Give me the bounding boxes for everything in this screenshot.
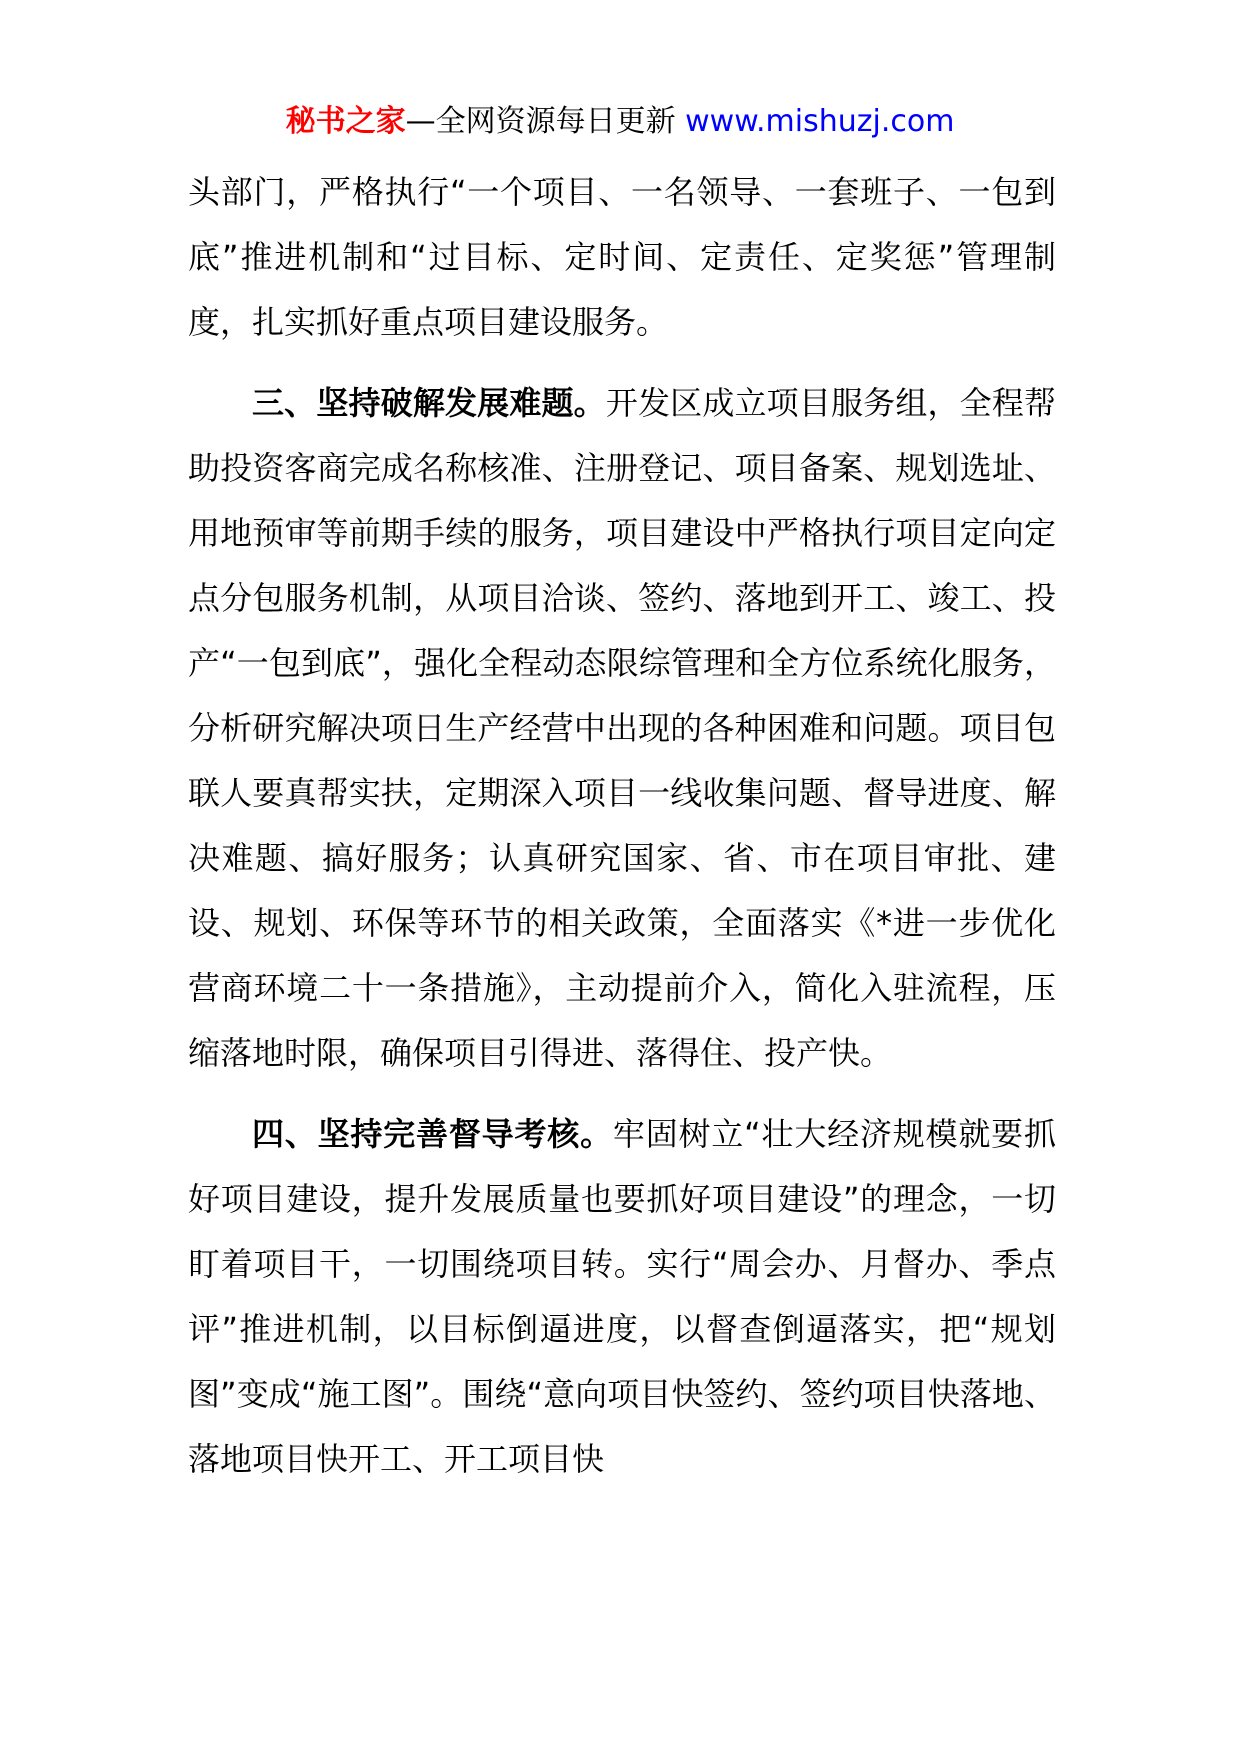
paragraph-text: 开发区成立项目服务组，全程帮助投资客商完成名称核准、注册登记、项目备案、规划选址、用地预审等前期手续的服务，项目建设中严格执行项目定向定点分包服务机制，从项目洽谈、签约、落地到开工、竣工、投产“一包到底”，强化全程动态限综管理和全方位系统化服务，分析研究解决项日生产经营中出现的各种困难和问题。项目包联人要真帮实扶，定期深入项目一线收集问题、督导进度、解决难题、搞好服务；认真研究国家、省、市在项目审批、建设、规划、环保等环节的相关政策，全面落实《*进一步优化营商环境二十一条措施》，主动提前介入，简化入驻流程，压缩落地时限，确保项目引得进、落得住、投产快。 bbox=[188, 384, 1056, 1072]
site-brand: 秘书之家 bbox=[285, 104, 406, 139]
paragraph-text: 牢固树立“壮大经济规模就要抓好项目建设，提升发展质量也要抓好项目建设”的理念，一切盯着项目干，一切围绕项目转。实行“周会办、月督办、季点评”推进机制，以目标倒逼进度，以督查倒逼落实，把“规划图”变成“施工图”。围绕“意向项目快签约、签约项目快落地、落地项目快开工、开工项目快 bbox=[188, 1115, 1056, 1478]
section-heading: 三、坚持破解发展难题。 bbox=[252, 384, 606, 422]
paragraph-text: 头部门，严格执行“一个项目、一名领导、一套班子、一包到底”推进机制和“过目标、定时间、定责任、定奖惩”管理制度，扎实抓好重点项目建设服务。 bbox=[188, 173, 1056, 341]
paragraph-continuation bbox=[188, 160, 1056, 355]
site-tagline: —全网资源每日更新 bbox=[405, 104, 686, 139]
site-url[interactable]: www.mishuzj.com bbox=[685, 104, 955, 139]
paragraph-section-four bbox=[188, 1102, 1056, 1492]
section-heading: 四、坚持完善督导考核。 bbox=[252, 1115, 613, 1153]
paragraph-section-three bbox=[188, 371, 1056, 1086]
document-body bbox=[188, 160, 1056, 1492]
site-header bbox=[0, 100, 1240, 144]
